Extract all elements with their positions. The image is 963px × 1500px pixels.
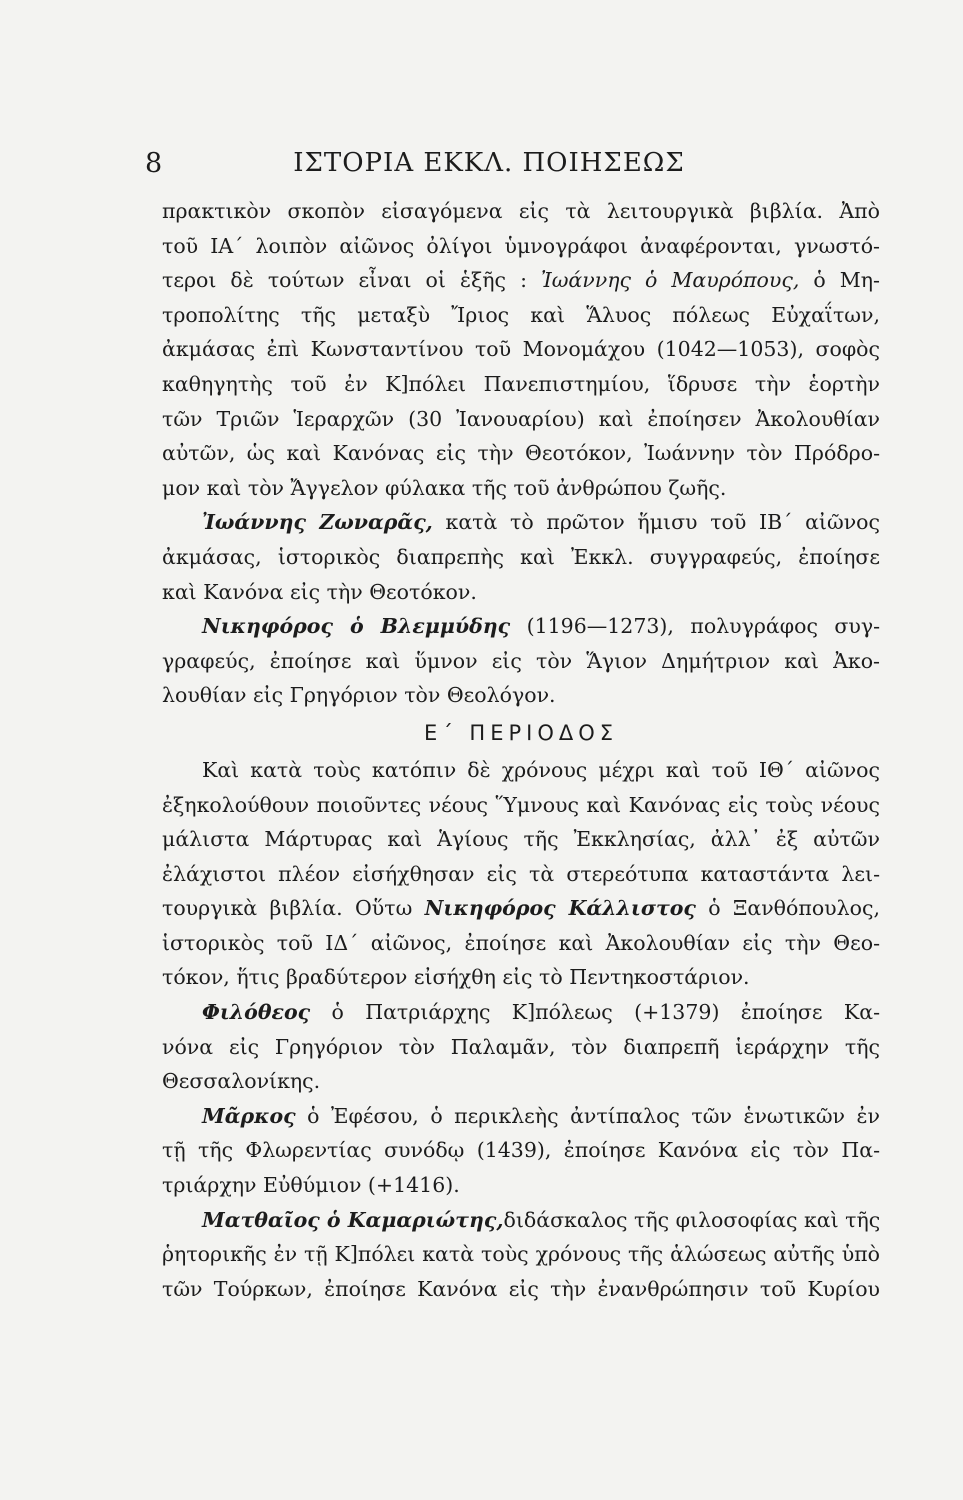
text-run: ὁ Ἐφέσου, ὁ περικλεὴς ἀντίπαλος τῶν ἑνωτικῶν ἐν	[307, 1103, 880, 1128]
text-run: διδάσκαλος τῆς φιλοσοφίας καὶ τῆς	[503, 1207, 880, 1232]
text-line: νόνα εἰς Γρηγόριον τὸν Παλαμᾶν, τὸν διαπρεπῆ ἱεράρχην τῆς	[162, 1034, 880, 1059]
text-line: ῥητορικῆς ἐν τῇ Κ]πόλει κατὰ τοὺς χρόνους τῆς ἁλώσεως αὐτῆς ὑπὸ	[162, 1242, 880, 1267]
page-body	[162, 194, 880, 1306]
section-heading: Ε΄ ΠΕΡΙΟΔΟΣ	[423, 720, 619, 745]
text-line: ἀκμάσας, ἱστορικὸς διαπρεπὴς καὶ Ἐκκλ. συγγραφεύς, ἐποίησε	[162, 544, 880, 569]
text-run: τουργικὰ βιβλία. Οὕτω	[162, 896, 413, 921]
page-number: 8	[145, 148, 163, 179]
text-line: τόκον, ἥτις βραδύτερον εἰσήχθη εἰς τὸ Πεντηκοστάριον.	[162, 965, 750, 990]
text-line: ἀκμάσας ἐπὶ Κωνσταντίνου τοῦ Μονομάχου (1042—1053), σοφὸς	[162, 337, 880, 362]
author-name: Νικηφόρος ὁ Βλεμμύδης	[202, 614, 511, 639]
text-run: κατὰ τὸ πρῶτον ἥμισυ τοῦ ΙΒ΄ αἰῶνος	[445, 510, 880, 535]
page-header	[145, 148, 903, 188]
author-name: Ἰωάννης Ζωναρᾶς,	[202, 510, 433, 535]
text-line	[162, 1203, 880, 1238]
text-line	[162, 263, 880, 298]
author-name: Ματθαῖος ὁ Καμαριώτης,	[202, 1207, 504, 1232]
author-name: Νικηφόρος Κάλλιστος	[424, 896, 696, 921]
running-title: ΙΣΤΟΡΙΑ ΕΚΚΛ. ΠΟΙΗΣΕΩΣ	[293, 148, 685, 178]
text-run: τεροι δὲ τούτων εἶναι οἱ ἑξῆς :	[162, 268, 527, 293]
text-line	[162, 1099, 880, 1134]
text-line: τροπολίτης τῆς μεταξὺ Ἴριος καὶ Ἅλυος πόλεως Εὐχαΐτων,	[162, 302, 880, 327]
text-line	[162, 995, 880, 1030]
text-line: Καὶ κατὰ τοὺς κατόπιν δὲ χρόνους μέχρι καὶ τοῦ ΙΘ΄ αἰῶνος	[202, 757, 880, 782]
text-line: τριάρχην Εὐθύμιον (+1416).	[162, 1173, 460, 1198]
author-name: Ἰωάννης ὁ Μαυρόπους,	[541, 268, 800, 293]
text-line: ἱστορικὸς τοῦ ΙΔ΄ αἰῶνος, ἐποίησε καὶ Ἀκολουθίαν εἰς τὴν Θεο-	[162, 930, 880, 955]
text-line	[162, 505, 880, 540]
text-line: τῶν Τούρκων, ἐποίησε Κανόνα εἰς τὴν ἐνανθρώπησιν τοῦ Κυρίου	[162, 1276, 880, 1301]
text-line: πρακτικὸν σκοπὸν εἰσαγόμενα εἰς τὰ λειτουργικὰ βιβλία. Ἀπὸ	[162, 199, 880, 223]
text-line: λουθίαν εἰς Γρηγόριον τὸν Θεολόγον.	[162, 683, 556, 708]
text-line	[162, 891, 880, 926]
text-line: μάλιστα Μάρτυρας καὶ Ἁγίους τῆς Ἐκκλησίας, ἀλλ᾽ ἐξ αὐτῶν	[162, 827, 880, 852]
text-line: μον καὶ τὸν Ἄγγελον φύλακα τῆς τοῦ ἀνθρώπου ζωῆς.	[162, 475, 727, 500]
text-run: ὁ Ξανθόπουλος,	[708, 896, 880, 921]
text-line: γραφεύς, ἐποίησε καὶ ὕμνον εἰς τὸν Ἅγιον Δημήτριον καὶ Ἀκο-	[162, 648, 880, 673]
text-line: τοῦ ΙΑ΄ λοιπὸν αἰῶνος ὀλίγοι ὑμνογράφοι ἀναφέρονται, γνωστό-	[162, 233, 880, 258]
text-line: ἐλάχιστοι πλέον εἰσήχθησαν εἰς τὰ στερεότυπα καταστάντα λει-	[162, 861, 880, 886]
author-name: Μᾶρκος	[202, 1103, 296, 1128]
text-line	[162, 609, 880, 644]
text-line: Θεσσαλονίκης.	[162, 1069, 321, 1094]
text-line: αὐτῶν, ὡς καὶ Κανόνας εἰς τὴν Θεοτόκον, Ἰωάννην τὸν Πρόδρο-	[162, 441, 880, 466]
text-line: τῇ τῆς Φλωρεντίας συνόδῳ (1439), ἐποίησε Κανόνα εἰς τὸν Πα-	[162, 1138, 880, 1163]
author-name: Φιλόθεος	[202, 1000, 311, 1025]
text-run: ὁ Μη-	[813, 268, 880, 293]
text-line: καθηγητὴς τοῦ ἐν Κ]πόλει Πανεπιστημίου, ἵδρυσε τὴν ἑορτὴν	[162, 371, 880, 396]
text-line: ἐξηκολούθουν ποιοῦντες νέους Ὕμνους καὶ Κανόνας εἰς τοὺς νέους	[162, 792, 880, 817]
text-line: καὶ Κανόνα εἰς τὴν Θεοτόκον.	[162, 579, 477, 604]
text-run: (1196—1273), πολυγράφος συγ-	[526, 614, 880, 639]
text-line: τῶν Τριῶν Ἱεραρχῶν (30 Ἰανουαρίου) καὶ ἐποίησεν Ἀκολουθίαν	[162, 406, 880, 431]
text-run: ὁ Πατριάρχης Κ]πόλεως (+1379) ἐποίησε Κα-	[331, 1000, 880, 1025]
